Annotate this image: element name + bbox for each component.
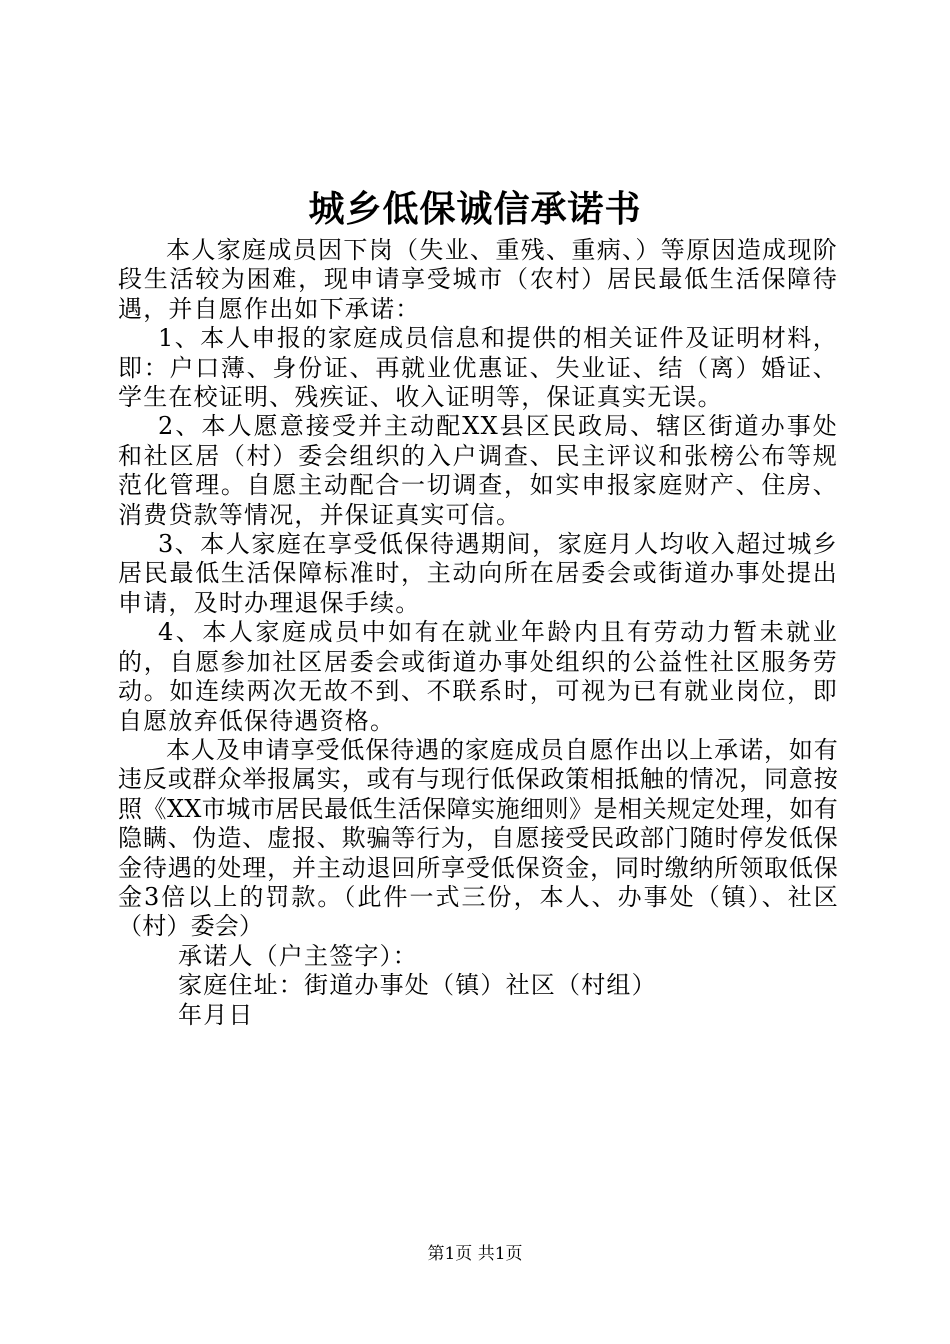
document-body [118, 236, 838, 1030]
document-title: 城乡低保诚信承诺书 [308, 189, 642, 230]
commitment-item-4: 4、本人家庭成员中如有在就业年龄内且有劳动力暂未就业的，自愿参加社区居委会或街道办事处组织的公益性社区服务劳动。如连续两次无故不到、不联系时，可视为已有就业岗位，即自愿放弃低保待遇资格。 [118, 618, 838, 735]
closing-paragraph: 本人及申请享受低保待遇的家庭成员自愿作出以上承诺，如有违反或群众举报属实，或有与现行低保政策相抵触的情况，同意按照《XX市城市居民最低生活保障实施细则》是相关规定处理，如有隐瞒、伪造、虚报、欺骗等行为，自愿接受民政部门随时停发低保金待遇的处理，并主动退回所享受低保资金，同时缴纳所领取低保金3倍以上的罚款。（此件一式三份，本人、办事处（镇）、社区（村）委会） [118, 735, 838, 941]
signature-line: 承诺人（户主签字）： [178, 941, 418, 970]
intro-paragraph: 本人家庭成员因下岗（失业、重残、重病、）等原因造成现阶段生活较为困难，现申请享受城市（农村）居民最低生活保障待遇，并自愿作出如下承诺： [118, 236, 838, 323]
commitment-item-3: 3、本人家庭在享受低保待遇期间，家庭月人均收入超过城乡居民最低生活保障标准时，主动向所在居委会或街道办事处提出申请，及时办理退保手续。 [118, 530, 838, 617]
commitment-item-1: 1、本人申报的家庭成员信息和提供的相关证件及证明材料，即：户口薄、身份证、再就业优惠证、失业证、结（离）婚证、学生在校证明、残疾证、收入证明等，保证真实无误。 [118, 324, 838, 412]
address-line: 家庭住址：街道办事处（镇）社区（村组） [178, 971, 657, 1000]
page-footer: 第1页 共1页 [427, 1244, 523, 1264]
commitment-item-2: 2、本人愿意接受并主动配XX县区民政局、辖区街道办事处和社区居（村）委会组织的入户调查、民主评议和张榜公布等规范化管理。自愿主动配合一切调查，如实申报家庭财产、住房、消费贷款等情况，并保证真实可信。 [118, 412, 838, 529]
date-line: 年月日 [178, 1000, 254, 1029]
